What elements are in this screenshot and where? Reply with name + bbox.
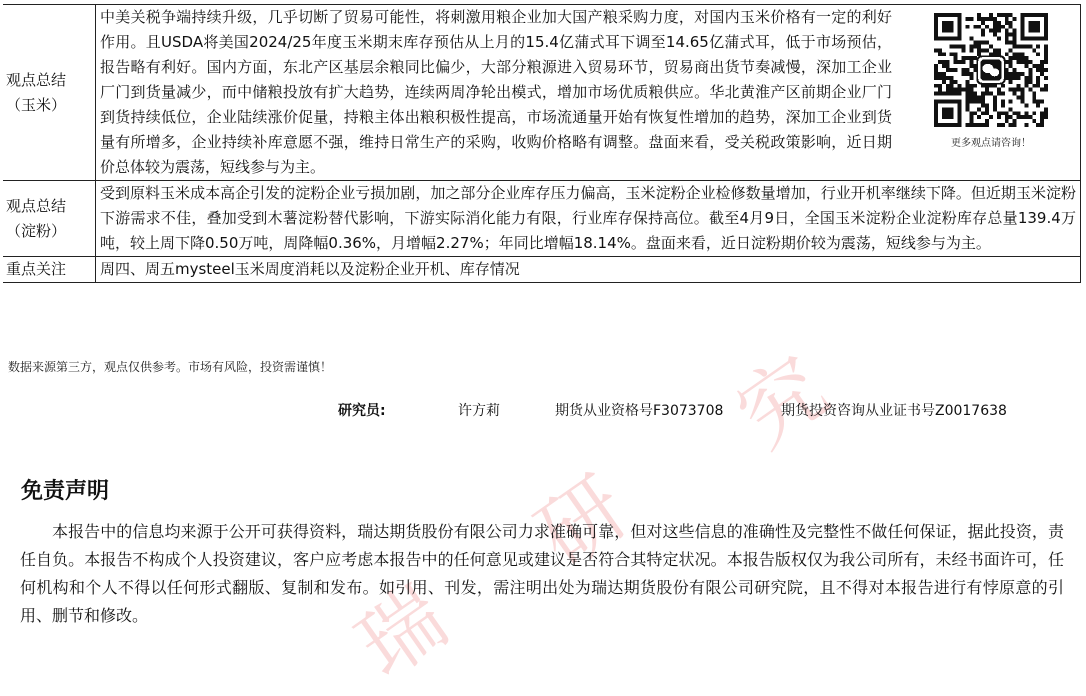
qr-code-icon[interactable]: [934, 13, 1048, 127]
futures-license-number: 期货从业资格号F3073708: [555, 403, 724, 419]
starch-summary-label: 观点总结（淀粉）: [3, 181, 96, 257]
focus-label: 重点关注: [3, 257, 96, 283]
source-note: 数据来源第三方，观点仅供参考。市场有风险，投资需谨慎！: [8, 360, 333, 374]
starch-summary-text: 受到原料玉米成本高企引发的淀粉企业亏损加剧，加之部分企业库存压力偏高，玉米淀粉企业检修数量增加，行业开机率继续下降。但近期玉米淀粉下游需求不佳，叠加受到木薯淀粉替代影响，下游实际消化能力有限，行业库存保持高位。截至4月9日，全国玉米淀粉企业淀粉库存总量139.4万吨，较上周下降0.50万吨，周降幅0.36%，月增幅2.27%；年同比增幅18.14%。盘面来看，近日淀粉期价较为震荡，短线参与为主。: [96, 181, 1081, 257]
disclaimer-body: 本报告中的信息均来源于公开可获得资料，瑞达期货股份有限公司力求准确可靠，但对这些信息的准确性及完整性不做任何保证，据此投资，责任自负。本报告不构成个人投资建议，客户应考虑本报告中的任何意见或建议是否符合其特定状况。本报告版权仅为我公司所有，未经书面许可，任何机构和个人不得以任何形式翻版、复制和发布。如引用、刊发，需注明出处为瑞达期货股份有限公司研究院，且不得对本报告进行有悖原意的引用、删节和修改。: [20, 522, 1064, 625]
watermark-char: 研: [519, 457, 645, 587]
watermark-char: 瑞: [339, 567, 465, 696]
watermark-char: 究: [719, 337, 845, 467]
report-summary-table: [3, 4, 1081, 283]
researcher-label: 研究员:: [338, 403, 386, 419]
consulting-license-number: 期货投资咨询从业证书号Z0017638: [781, 403, 1007, 419]
corn-summary-text: 中美关税争端持续升级，几乎切断了贸易可能性，将刺激用粮企业加大国产粮采购力度，对国内玉米价格有一定的利好作用。且USDA将美国2024/25年度玉米期末库存预估从上月的15.4亿蒲式耳下调至14.65亿蒲式耳，低于市场预估，报告略有利好。国内方面，东北产区基层余粮同比偏少，大部分粮源进入贸易环节，贸易商出货节奏减慢，深加工企业厂门到货量减少，而中储粮投放有扩大趋势，连续两周净轮出模式，增加市场优质粮供应。华北黄淮产区前期企业厂门到货持续低位，企业陆续涨价促量，持粮主体出粮积极性提高，市场流通量开始有恢复性增加的趋势，深加工企业到货量有所增多，企业持续补库意愿不强，维持日常生产的采购，收购价格略有调整。盘面来看，受关税政策影响，近日期价总体较为震荡，短线参与为主。: [100, 8, 892, 176]
corn-summary-label: 观点总结（玉米）: [3, 5, 96, 181]
qr-block: [906, 13, 1076, 151]
focus-text: 周四、周五mysteel玉米周度消耗以及淀粉企业开机、库存情况: [96, 257, 1081, 283]
disclaimer-title: 免责声明: [21, 479, 110, 504]
starch-summary-row: [3, 181, 1081, 257]
focus-row: [3, 257, 1081, 283]
researcher-info: [0, 400, 1086, 422]
qr-caption: 更多观点请咨询！: [951, 138, 1031, 149]
researcher-name: 许方莉: [458, 403, 500, 419]
corn-summary-cell: [96, 5, 1081, 181]
corn-summary-row: [3, 5, 1081, 181]
